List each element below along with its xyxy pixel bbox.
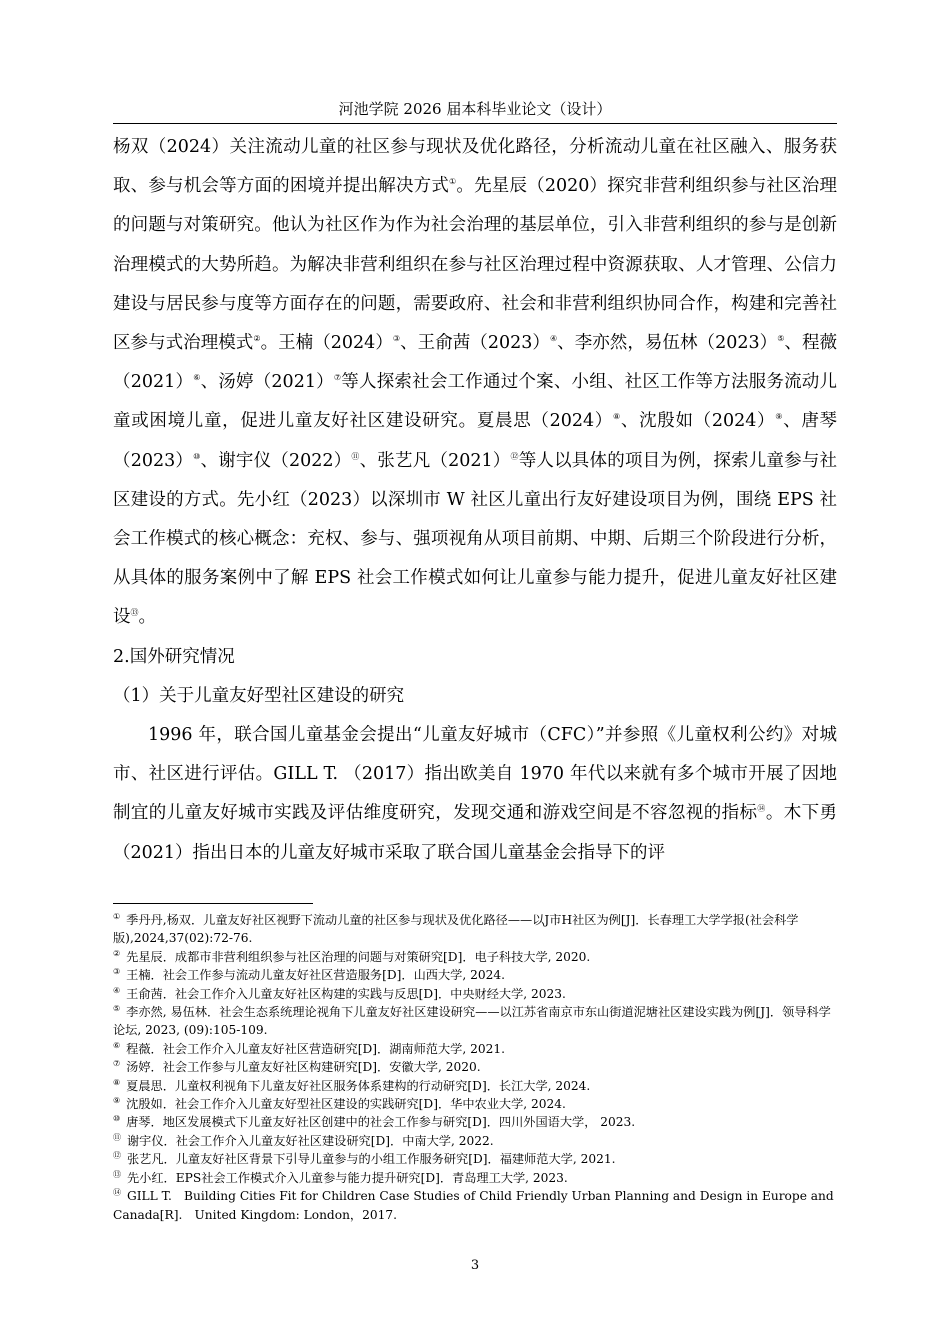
footnote-ref[interactable]: ⑪	[351, 451, 360, 461]
text-run: 。木下勇（2021）指出日本的儿童友好城市采取了联合国儿童基金会指导下的评	[113, 803, 838, 863]
footnote-mark: ⑬	[113, 1169, 121, 1179]
paragraph-2	[113, 716, 837, 873]
footnote-mark: ⑫	[113, 1151, 121, 1161]
footnote-item	[113, 966, 837, 984]
footnote-item	[113, 1132, 837, 1150]
footnote-item	[113, 911, 837, 948]
text-run: 。先星辰（2020）探究非营利组织参与社区治理的问题与对策研究。他认为社区作为作为社会治理的基层单位，引入非营利组织的参与是创新治理模式的大势所趋。为解决非营利组织在参与社区治理过程中资源获取、人才管理、公信力建设与居民参与度等方面存在的问题，需要政府、社会和非营利组织协同合作，构建和完善社区参与式治理模式	[113, 176, 837, 354]
footnote-text: 汤婷．社会工作参与儿童友好社区构建研究[D]．安徽大学, 2020.	[126, 1060, 481, 1075]
footnote-mark: ⑦	[113, 1059, 121, 1069]
text-run: 1996 年，联合国儿童基金会提出“儿童友好城市（CFC）”并参照《儿童权利公约》对城市、社区进行评估。GILL T. （2017）指出欧美自 1970 年代以来就有多个城市开展了因地制宜的儿童友好城市实践及评估维度研究，发现交通和游戏空间是不容忽视的指标	[113, 725, 837, 824]
subsection-heading: （1）关于儿童友好型社区建设的研究	[113, 685, 405, 706]
footnote-ref[interactable]: ⑩	[193, 451, 201, 461]
footnote-mark: ②	[113, 948, 121, 958]
paragraph-1	[113, 128, 837, 638]
text-run: 、唐琴（2023）	[113, 411, 838, 471]
footnote-item	[113, 1150, 837, 1168]
footnote-ref[interactable]: ⑤	[777, 334, 785, 344]
footnote-ref[interactable]: ③	[392, 334, 401, 344]
footnote-mark: ⑩	[113, 1114, 121, 1124]
footnote-mark: ③	[113, 967, 121, 977]
footnote-ref[interactable]: ⑧	[613, 412, 621, 422]
text-run: 、沈殷如（2024）	[620, 411, 776, 432]
footnote-text: 沈殷如．社会工作介入儿童友好型社区建设的实践研究[D]．华中农业大学, 2024.	[126, 1097, 566, 1112]
footnote-text: 王楠．社会工作参与流动儿童友好社区营造服务[D]．山西大学, 2024.	[126, 968, 505, 983]
footnote-mark: ⑪	[113, 1132, 121, 1142]
footnote-mark: ⑥	[113, 1040, 121, 1050]
footnote-item	[113, 1003, 837, 1040]
footnote-text: 李亦然, 易伍林．社会生态系统理论视角下儿童友好社区建设研究——以江苏省南京市东山街道泥塘社区建设实践为例[J]．领导科学论坛, 2023, (09):105-109.	[113, 1005, 831, 1038]
footnote-item	[113, 1077, 837, 1095]
footnote-item	[113, 1169, 837, 1187]
footnote-divider	[113, 903, 313, 904]
footnote-mark: ①	[113, 911, 121, 921]
footnote-item	[113, 1187, 837, 1224]
text-run: 、张艺凡（2021）	[359, 450, 511, 471]
section-heading: 2.国外研究情况	[113, 646, 235, 667]
text-run: 、王俞茜（2023）	[400, 333, 550, 354]
running-header: 河池学院 2026 届本科毕业论文（设计）	[113, 99, 837, 124]
footnote-ref[interactable]: ④	[549, 334, 558, 344]
footnotes	[113, 911, 837, 1224]
footnote-ref[interactable]: ⑨	[775, 412, 784, 422]
footnote-item	[113, 1095, 837, 1113]
footnote-text: GILL T. Building Cities Fit for Children Case Studies of Child Friendly Urban Planning and Design in Europe and Canada[R]. United Kingdom: London，2017.	[113, 1189, 834, 1222]
footnote-ref[interactable]: ⑦	[333, 373, 342, 383]
text-run: 、李亦然，易伍林（2023）	[557, 333, 778, 354]
footnote-text: 王俞茜．社会工作介入儿童友好社区构建的实践与反思[D]．中央财经大学, 2023.	[126, 986, 566, 1001]
footnote-text: 先小红．EPS社会工作模式介入儿童参与能力提升研究[D]．青岛理工大学, 2023.	[127, 1170, 568, 1185]
footnote-mark: ⑭	[113, 1188, 121, 1198]
footnote-ref[interactable]: ⑭	[757, 804, 766, 814]
footnote-text: 季丹丹,杨双．儿童友好社区视野下流动儿童的社区参与现状及优化路径——以J市H社区为例[J]．长春理工大学学报(社会科学版),2024,37(02):72-76.	[113, 913, 799, 946]
text-run: 、程薇（2021）	[113, 333, 838, 393]
text-run: 、汤婷（2021）	[200, 372, 334, 393]
footnote-item	[113, 948, 837, 966]
main-text	[113, 128, 837, 873]
footnote-mark: ⑨	[113, 1096, 121, 1105]
text-run: 等人以具体的项目为例，探索儿童参与社区建设的方式。先小红（2023）以深圳市 W 社区儿童出行友好建设项目为例，围绕 EPS 社会工作模式的核心概念：充权、参与、强项视角从项目前期、中期、后期三个阶段进行分析，从具体的服务案例中了解 EPS 社会工作模式如何让儿童参与能力提升，促进儿童友好社区建设	[113, 450, 838, 628]
footnote-item	[113, 1113, 837, 1131]
text-run: 杨双（2024）关注流动儿童的社区参与现状及优化路径，分析流动儿童在社区融入、服务获取、参与机会等方面的困境并提出解决方式	[113, 137, 837, 197]
text-run: 等人探索社会工作通过个案、小组、社区工作等方法服务流动儿童或困境儿童，促进儿童友好社区建设研究。夏晨思（2024）	[113, 372, 838, 432]
footnote-text: 先星辰．成都市非营利组织参与社区治理的问题与对策研究[D]．电子科技大学, 2020.	[126, 949, 591, 964]
text-run: 。	[138, 607, 156, 628]
footnote-mark: ⑧	[113, 1077, 121, 1087]
footnote-ref[interactable]: ①	[449, 177, 457, 187]
footnote-ref[interactable]: ⑬	[130, 608, 139, 618]
footnote-item	[113, 1058, 837, 1076]
footnote-ref[interactable]: ⑥	[193, 373, 201, 383]
footnote-ref[interactable]: ②	[253, 334, 261, 344]
footnote-text: 张艺凡．儿童友好社区背景下引导儿童参与的小组工作服务研究[D]．福建师范大学, 2021.	[127, 1152, 616, 1167]
footnote-mark: ④	[113, 985, 121, 995]
text-run: 。王楠（2024）	[260, 333, 393, 354]
footnote-text: 谢宇仪．社会工作介入儿童友好社区建设研究[D]．中南大学, 2022.	[127, 1133, 494, 1148]
footnote-text: 夏晨思．儿童权利视角下儿童友好社区服务体系建构的行动研究[D]．长江大学, 2024.	[126, 1078, 591, 1093]
footnote-ref[interactable]: ⑫	[510, 451, 519, 461]
footnote-text: 程薇．社会工作介入儿童友好社区营造研究[D]．湖南师范大学, 2021.	[126, 1041, 505, 1056]
footnote-item	[113, 1040, 837, 1058]
footnote-mark: ⑤	[113, 1003, 121, 1013]
footnote-text: 唐琴．地区发展模式下儿童友好社区创建中的社会工作参与研究[D]．四川外国语大学， 2023.	[126, 1115, 636, 1130]
page-number: 3	[470, 1258, 480, 1273]
text-run: 、谢宇仪（2022）	[200, 450, 352, 471]
footnote-item	[113, 985, 837, 1003]
